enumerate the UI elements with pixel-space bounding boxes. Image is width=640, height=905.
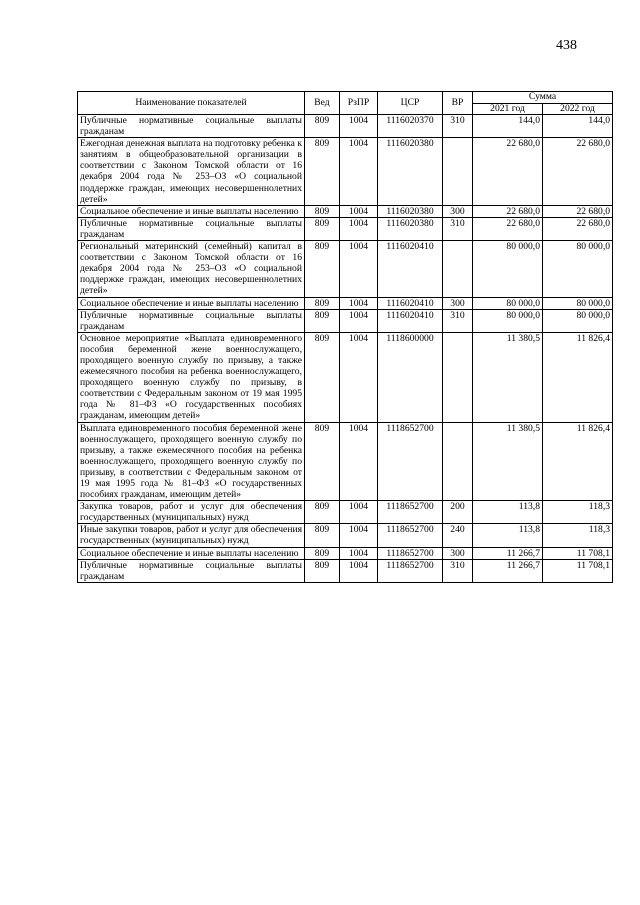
cell-rzpr: 1004	[340, 241, 378, 297]
cell-name: Публичные нормативные социальные выплаты гражданам	[78, 559, 305, 582]
cell-y2022: 11 708,1	[543, 559, 613, 582]
cell-rzpr: 1004	[340, 297, 378, 309]
cell-y2022: 22 680,0	[543, 138, 613, 206]
cell-vr: 300	[443, 547, 473, 559]
table-row	[78, 309, 613, 332]
cell-name: Социальное обеспечение и иные выплаты населению	[78, 547, 305, 559]
cell-rzpr: 1004	[340, 205, 378, 217]
cell-csr: 1118652700	[378, 501, 443, 524]
header-csr: ЦСР	[378, 92, 443, 115]
cell-csr: 1116020380	[378, 205, 443, 217]
header-rzpr: РзПР	[340, 92, 378, 115]
cell-vr: 300	[443, 205, 473, 217]
table-row	[78, 205, 613, 217]
cell-vr: 240	[443, 524, 473, 547]
table-row	[78, 115, 613, 138]
header-2021: 2021 год	[473, 103, 543, 115]
cell-name: Основное мероприятие «Выплата единовременного пособия беременной жене военнослужащего, проходящего военную службу по призыву, а также ежемесячного пособия на ребенка военнослужащего, проходящего военную службу по призыву, в соответствии с Федеральным законом от 19 мая 1995 года № 81–ФЗ «О государственных пособиях гражданам, имеющим детей»	[78, 332, 305, 422]
cell-name: Публичные нормативные социальные выплаты гражданам	[78, 115, 305, 138]
cell-rzpr: 1004	[340, 524, 378, 547]
cell-name: Публичные нормативные социальные выплаты гражданам	[78, 217, 305, 240]
cell-y2022: 11 826,4	[543, 332, 613, 422]
cell-csr: 1116020380	[378, 138, 443, 206]
cell-rzpr: 1004	[340, 309, 378, 332]
cell-csr: 1116020410	[378, 309, 443, 332]
cell-name: Публичные нормативные социальные выплаты гражданам	[78, 309, 305, 332]
cell-vr: 310	[443, 309, 473, 332]
cell-ved: 809	[305, 297, 340, 309]
cell-y2022: 11 708,1	[543, 547, 613, 559]
cell-y2022: 22 680,0	[543, 205, 613, 217]
cell-y2021: 144,0	[473, 115, 543, 138]
table-row	[78, 332, 613, 422]
header-vr: ВР	[443, 92, 473, 115]
cell-y2022: 144,0	[543, 115, 613, 138]
cell-ved: 809	[305, 115, 340, 138]
cell-ved: 809	[305, 547, 340, 559]
cell-name: Региональный материнский (семейный) капитал в соответствии с Законом Томской области от 16 декабря 2004 года № 253–ОЗ «О социальной поддержке граждан, имеющих несовершеннолетних детей»	[78, 241, 305, 297]
cell-csr: 1118600000	[378, 332, 443, 422]
header-2022: 2022 год	[543, 103, 613, 115]
table-row	[78, 422, 613, 501]
cell-csr: 1116020380	[378, 217, 443, 240]
table-row	[78, 547, 613, 559]
cell-y2022: 118,3	[543, 524, 613, 547]
cell-y2021: 22 680,0	[473, 217, 543, 240]
table-row	[78, 524, 613, 547]
cell-vr: 310	[443, 115, 473, 138]
cell-y2021: 80 000,0	[473, 309, 543, 332]
cell-csr: 1116020370	[378, 115, 443, 138]
cell-y2022: 80 000,0	[543, 309, 613, 332]
cell-y2022: 11 826,4	[543, 422, 613, 501]
cell-name: Ежегодная денежная выплата на подготовку ребенка к занятиям в общеобразовательной организации в соответствии с Законом Томской области от 16 декабря 2004 года № 253–ОЗ «О социальной поддержке граждан, имеющих несовершеннолетних детей»	[78, 138, 305, 206]
cell-rzpr: 1004	[340, 547, 378, 559]
cell-ved: 809	[305, 559, 340, 582]
cell-ved: 809	[305, 205, 340, 217]
cell-ved: 809	[305, 501, 340, 524]
cell-csr: 1118652700	[378, 524, 443, 547]
cell-rzpr: 1004	[340, 332, 378, 422]
cell-rzpr: 1004	[340, 115, 378, 138]
cell-y2021: 113,8	[473, 524, 543, 547]
cell-rzpr: 1004	[340, 217, 378, 240]
cell-csr: 1118652700	[378, 559, 443, 582]
cell-vr	[443, 332, 473, 422]
cell-name: Социальное обеспечение и иные выплаты населению	[78, 205, 305, 217]
cell-rzpr: 1004	[340, 559, 378, 582]
table-row	[78, 559, 613, 582]
cell-y2022: 80 000,0	[543, 297, 613, 309]
cell-y2022: 22 680,0	[543, 217, 613, 240]
header-name: Наименование показателей	[78, 92, 305, 115]
cell-ved: 809	[305, 332, 340, 422]
cell-vr: 300	[443, 297, 473, 309]
cell-name: Иные закупки товаров, работ и услуг для обеспечения государственных (муниципальных) нужд	[78, 524, 305, 547]
table-row	[78, 501, 613, 524]
cell-y2021: 11 380,5	[473, 422, 543, 501]
header-ved: Вед	[305, 92, 340, 115]
header-sum: Сумма	[473, 92, 613, 104]
cell-ved: 809	[305, 217, 340, 240]
cell-ved: 809	[305, 241, 340, 297]
table-body	[78, 115, 613, 583]
cell-name: Закупка товаров, работ и услуг для обеспечения государственных (муниципальных) нужд	[78, 501, 305, 524]
cell-csr: 1116020410	[378, 297, 443, 309]
cell-vr	[443, 138, 473, 206]
cell-y2022: 80 000,0	[543, 241, 613, 297]
cell-vr: 200	[443, 501, 473, 524]
cell-y2021: 22 680,0	[473, 138, 543, 206]
table-row	[78, 138, 613, 206]
cell-y2021: 80 000,0	[473, 297, 543, 309]
cell-csr: 1116020410	[378, 241, 443, 297]
cell-ved: 809	[305, 309, 340, 332]
cell-rzpr: 1004	[340, 138, 378, 206]
cell-csr: 1118652700	[378, 422, 443, 501]
cell-ved: 809	[305, 138, 340, 206]
cell-y2021: 113,8	[473, 501, 543, 524]
cell-y2021: 11 266,7	[473, 559, 543, 582]
cell-y2021: 11 380,5	[473, 332, 543, 422]
cell-csr: 1118652700	[378, 547, 443, 559]
cell-ved: 809	[305, 422, 340, 501]
cell-y2021: 80 000,0	[473, 241, 543, 297]
cell-name: Выплата единовременного пособия беременной жене военнослужащего, проходящего военную службу по призыву, а также ежемесячного пособия на ребенка военнослужащего, проходящего военную службу по призыву, в соответствии с Федеральным законом от 19 мая 1995 года № 81–ФЗ «О государственных пособиях гражданам, имеющим детей»	[78, 422, 305, 501]
table-header	[78, 92, 613, 115]
cell-rzpr: 1004	[340, 422, 378, 501]
cell-vr	[443, 241, 473, 297]
cell-ved: 809	[305, 524, 340, 547]
table-row	[78, 217, 613, 240]
cell-y2021: 11 266,7	[473, 547, 543, 559]
cell-rzpr: 1004	[340, 501, 378, 524]
table-row	[78, 241, 613, 297]
cell-vr: 310	[443, 217, 473, 240]
table-row	[78, 297, 613, 309]
cell-y2022: 118,3	[543, 501, 613, 524]
cell-vr: 310	[443, 559, 473, 582]
cell-y2021: 22 680,0	[473, 205, 543, 217]
cell-vr	[443, 422, 473, 501]
page-number: 438	[556, 38, 577, 53]
budget-table	[77, 91, 613, 583]
cell-name: Социальное обеспечение и иные выплаты населению	[78, 297, 305, 309]
